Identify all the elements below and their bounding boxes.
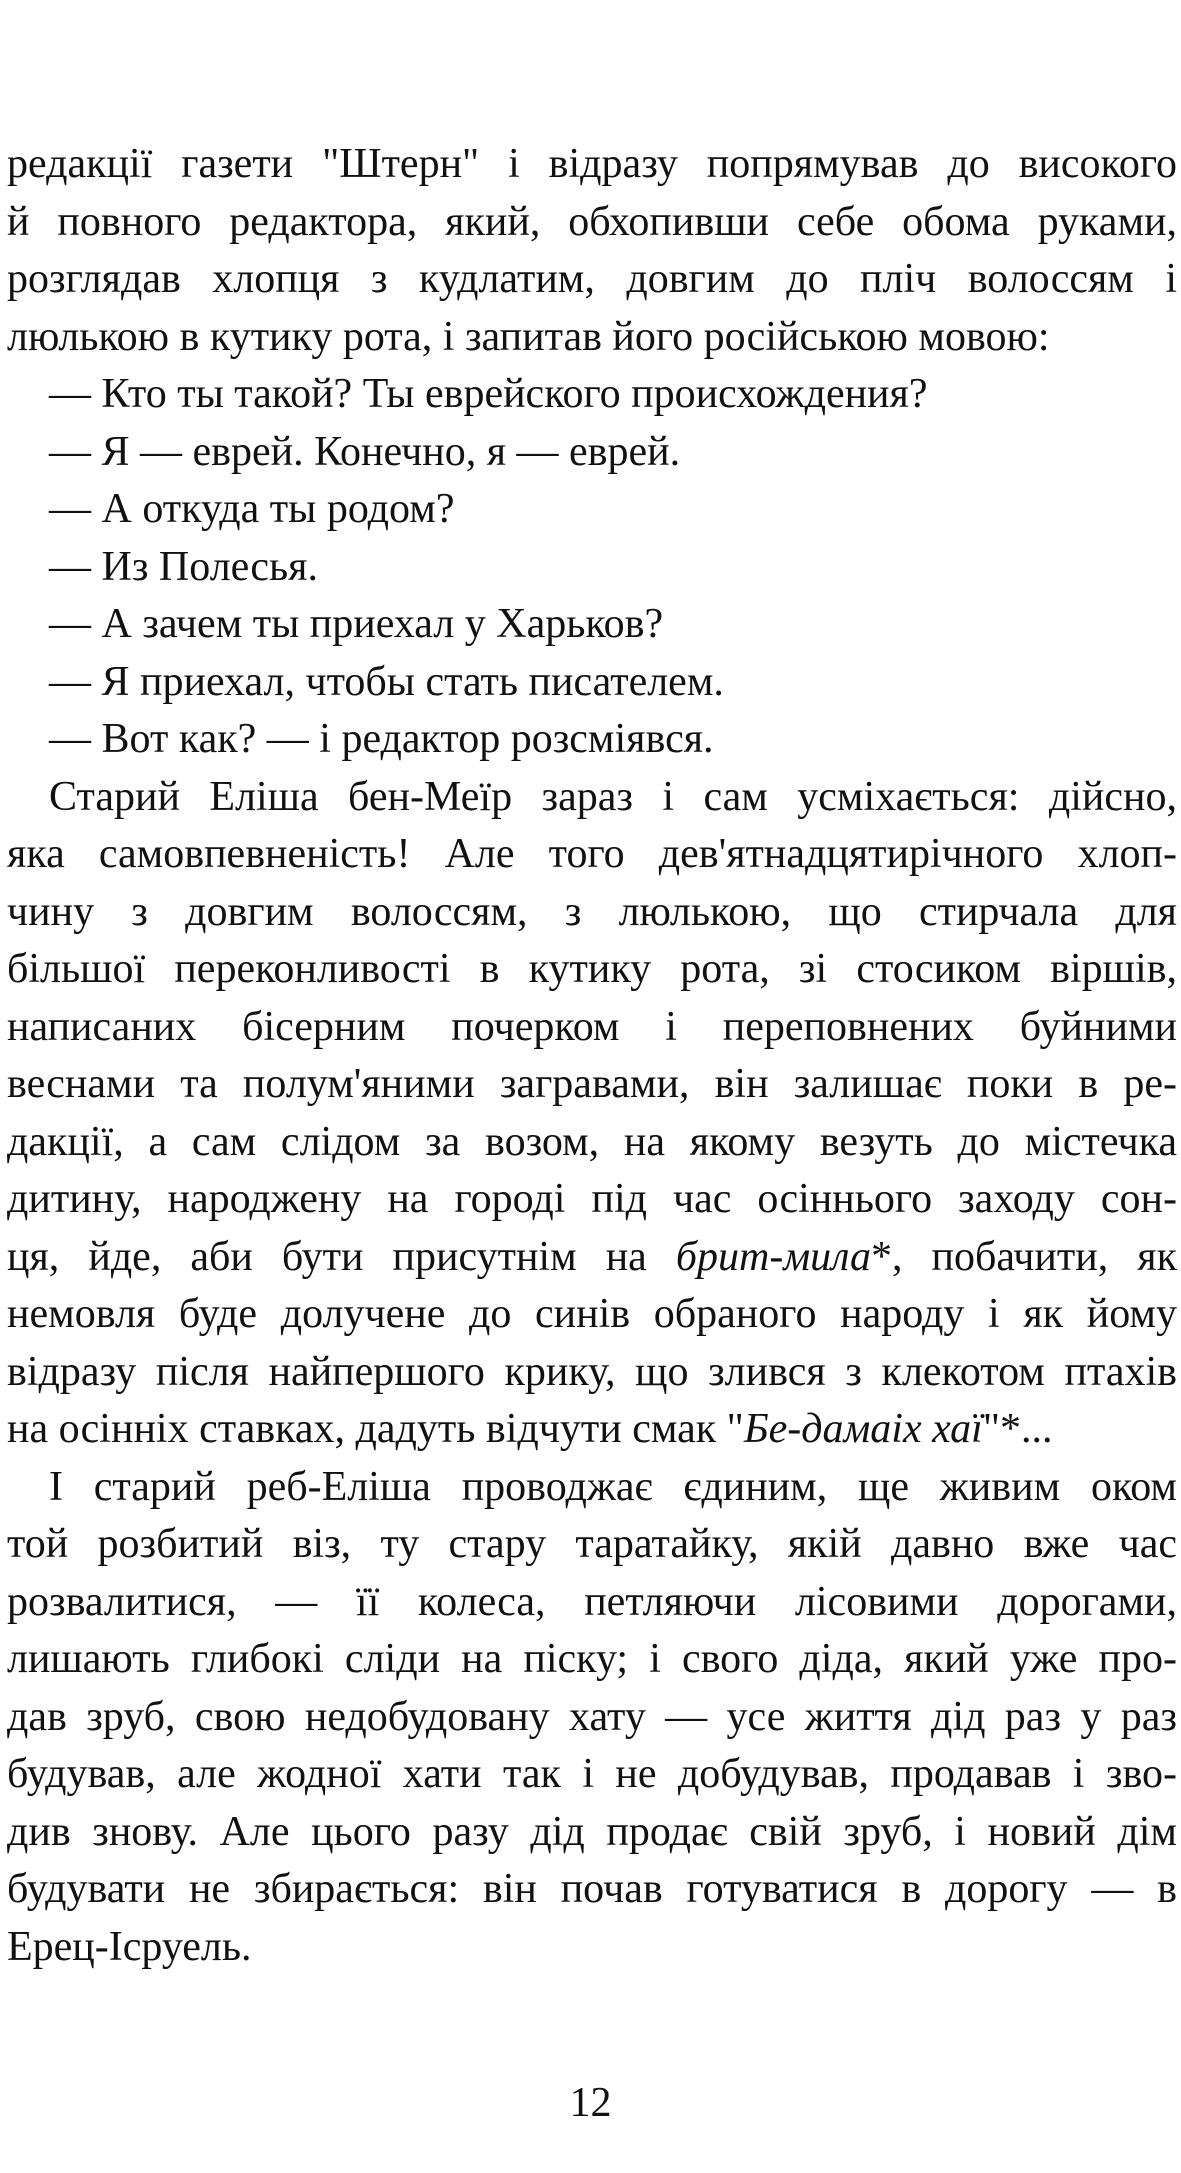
text-line: редакції газети "Штерн" і відразу попрямував до високого [7,141,1177,187]
text-line: див знову. Але цього разу дід продає свій зруб, і новий дім [7,1808,1177,1855]
text-line: дав зруб, свою недобудовану хату — усе життя дід раз у раз [7,1693,1177,1740]
text-run: ця, йде, аби бути присутнім на [7,1233,676,1280]
dialogue-line: — Я — еврей. Конечно, я — еврей. [49,428,681,475]
text-line: будувати не збирається: він почав готуватися в дорогу — в [7,1866,1177,1912]
text-line: написаних бісерним почерком і переповнених буйними [7,1003,1177,1050]
text-line: лишають глибокі сліди на піску; і свого діда, який уже про- [7,1636,1177,1682]
text-line: дакції, а сам слідом за возом, на якому везуть до містечка [7,1118,1177,1165]
text-run: на осінніх ставках, дадуть відчути смак " [7,1406,744,1452]
text-line: Ерец-Ісруель. [7,1923,252,1970]
text-line: той розбитий віз, ту стару таратайку, якій давно вже час [7,1521,1177,1567]
text-line: веснами та полум'яними загравами, він залишає поки в ре- [7,1061,1177,1107]
text-line: відразу після найпершого крику, що злився з клекотом птахів [7,1348,1177,1395]
italic-term: Бе-дамаіх хаї [743,1406,983,1452]
dialogue-line: — Из Полесья. [49,543,318,590]
dialogue-line: — Я приехал, чтобы стать писателем. [49,658,724,705]
text-line [7,1401,1177,1459]
text-line: І старий реб-Еліша проводжає єдиним, ще живим оком [49,1463,1177,1510]
text-line: люлькою в кутику рота, і запитав його російською мовою: [7,313,1050,360]
text-run: *, побачити, як [870,1233,1177,1280]
text-line: більшої переконливості в кутику рота, зі стосиком віршів, [7,946,1177,992]
text-line: й повного редактора, який, обхопивши себе обома руками, [7,198,1177,245]
italic-term: брит-мила [675,1233,871,1280]
text-line: дитину, народжену на городі під час осіннього заходу сон- [7,1176,1177,1222]
text-run: "*... [982,1406,1053,1452]
dialogue-line: — А откуда ты родом? [49,486,455,532]
text-line: розглядав хлопця з кудлатим, довгим до пліч волоссям і [7,256,1177,302]
text-line: розвалитися, — її колеса, петляючи лісовими дорогами, [7,1578,1177,1625]
text-line: немовля буде долучене до синів обраного народу і як йому [7,1291,1177,1337]
page-number: 12 [569,2080,612,2126]
dialogue-line: — Кто ты такой? Ты еврейского происхождения? [49,371,928,417]
text-line: яка самовпевненість! Але того дев'ятнадцятирічного хлоп- [7,831,1177,877]
dialogue-line: — Вот как? — і редактор розсміявся. [49,716,714,762]
text-line: Старий Еліша бен-Меїр зараз і сам усміхається: дійсно, [49,773,1177,820]
dialogue-line: — А зачем ты приехал у Харьков? [49,601,664,647]
text-line: чину з довгим волоссям, з люлькою, що стирчала для [7,888,1177,935]
text-line [7,1229,1177,1287]
body-text [7,136,1177,1976]
text-line: будував, але жодної хати так і не добудував, продавав і зво- [7,1751,1177,1797]
